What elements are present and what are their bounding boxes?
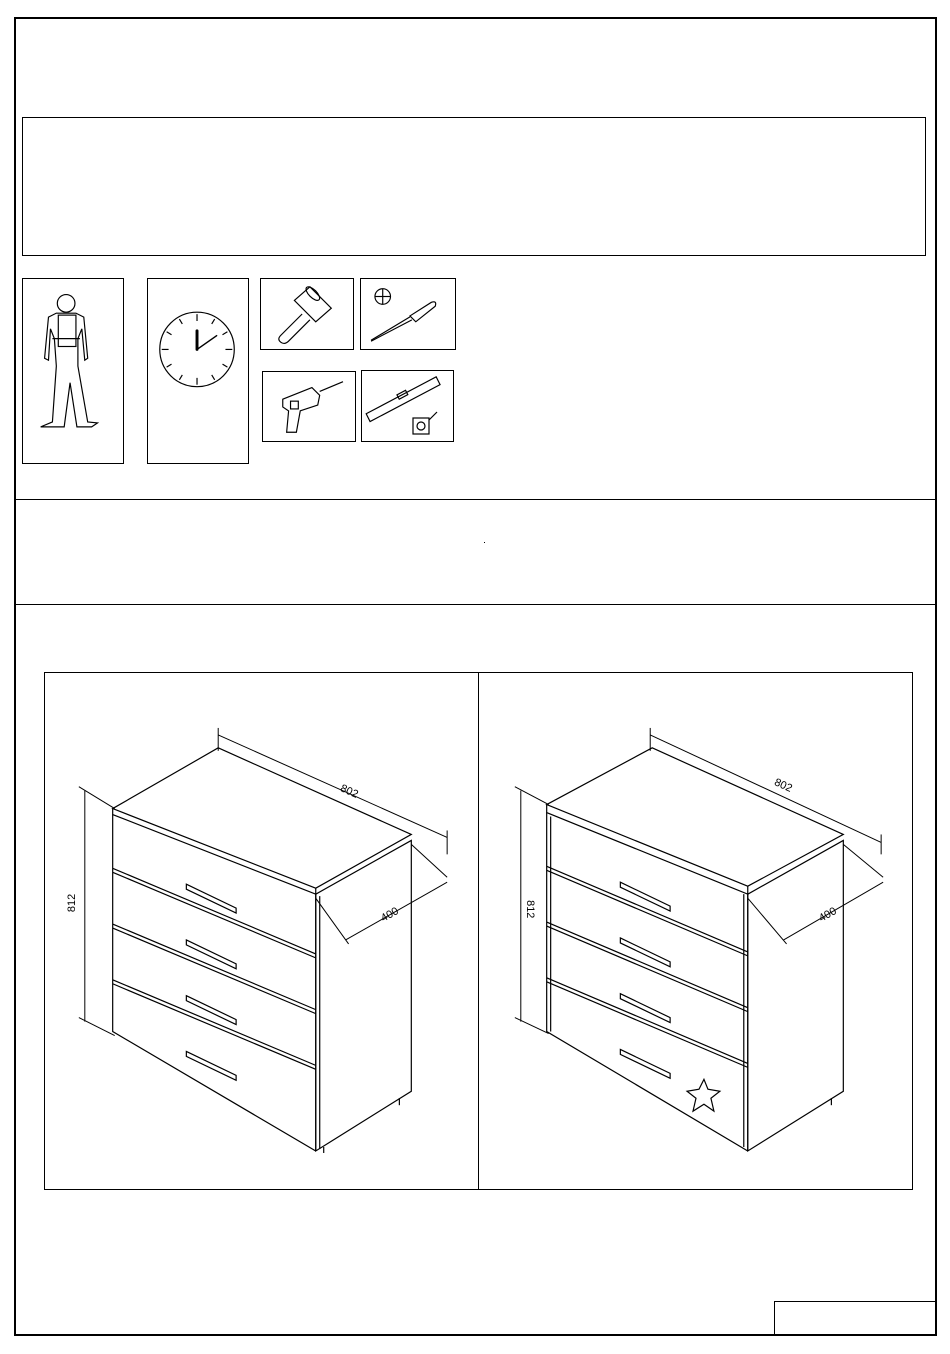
- power-drill-icon: [262, 371, 356, 442]
- product-view-plain: [44, 672, 479, 1190]
- depth-dimension-label: 400: [378, 905, 401, 925]
- product-view-star: [478, 672, 913, 1190]
- worker-person-icon: [22, 278, 124, 464]
- tape-measure-icon: [405, 404, 441, 442]
- width-dimension-label: 802: [772, 776, 794, 795]
- width-dimension-label: 802: [338, 782, 360, 801]
- phillips-screwdriver-icon: [360, 278, 456, 350]
- notice-box: [22, 117, 926, 256]
- rubber-mallet-icon: [260, 278, 354, 350]
- stray-dot: [484, 542, 485, 543]
- depth-dimension-label: 400: [816, 905, 839, 925]
- footer-code-box: [774, 1301, 937, 1336]
- star-decor-icon: [687, 1079, 720, 1111]
- clock-icon: [147, 278, 249, 464]
- height-dimension-label: 812: [65, 893, 78, 913]
- section-divider: [14, 499, 937, 500]
- height-dimension-label: 812: [523, 900, 536, 919]
- section-divider: [14, 604, 937, 605]
